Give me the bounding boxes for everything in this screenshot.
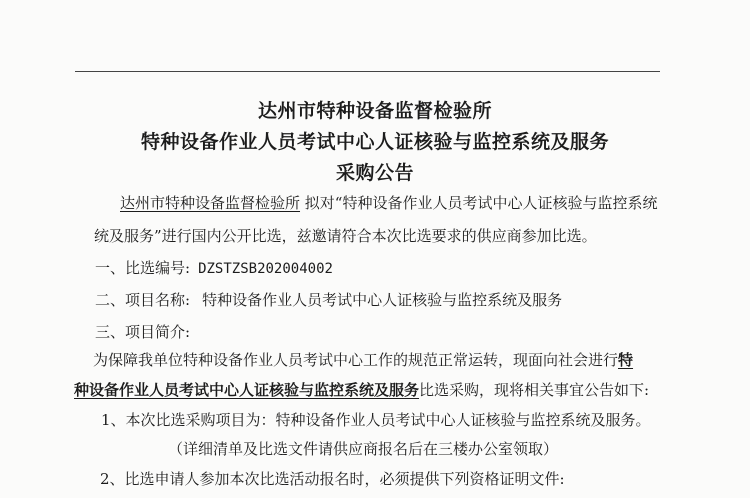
item-1-label: 一、比选编号: <box>95 259 191 277</box>
item-1-value: DZSTZSB202004002 <box>198 261 333 277</box>
item-3: 三、项目简介: <box>95 323 191 341</box>
para-line-1-text: 为保障我单位特种设备作业人员考试中心工作的规范正常运转，现面向社会进行 <box>93 351 619 369</box>
sub-item-1-note: （详细清单及比选文件请供应商报名后在三楼办公室领取） <box>168 440 559 458</box>
para-line-2 <box>74 380 649 400</box>
intro-line-2: 统及服务”进行国内公开比选，兹邀请符合本次比选要求的供应商参加比选。 <box>94 227 597 245</box>
intro-part-1: 拟对“特种设备作业人员考试中心人证核验与监控系统 <box>304 194 658 212</box>
org-title: 达州市特种设备监督检验所 <box>257 100 492 122</box>
item-2-value: 特种设备作业人员考试中心人证核验与监控系统及服务 <box>202 291 563 309</box>
sub-item-1: 1、本次比选采购项目为：特种设备作业人员考试中心人证核验与监控系统及服务。 <box>101 411 651 429</box>
item-1 <box>95 258 333 279</box>
intro-org: 达州市特种设备监督检验所 <box>120 194 301 212</box>
header-rule <box>75 71 660 72</box>
para-line-2-bold: 种设备作业人员考试中心人证核验与监控系统及服务 <box>74 381 420 399</box>
item-2-label: 二、项目名称: <box>95 291 191 309</box>
project-title: 特种设备作业人员考试中心人证核验与监控系统及服务 <box>140 131 609 153</box>
intro-line-1 <box>120 193 657 213</box>
sub-item-2: 2、比选申请人参加本次比选活动报名时，必须提供下列资格证明文件: <box>100 470 565 488</box>
para-line-2-text: 比选采购，现将相关事宜公告如下: <box>419 381 650 399</box>
item-2 <box>95 290 562 310</box>
para-line-1 <box>93 350 633 370</box>
para-line-1-bold: 特 <box>618 351 634 369</box>
notice-title: 采购公告 <box>335 162 414 184</box>
